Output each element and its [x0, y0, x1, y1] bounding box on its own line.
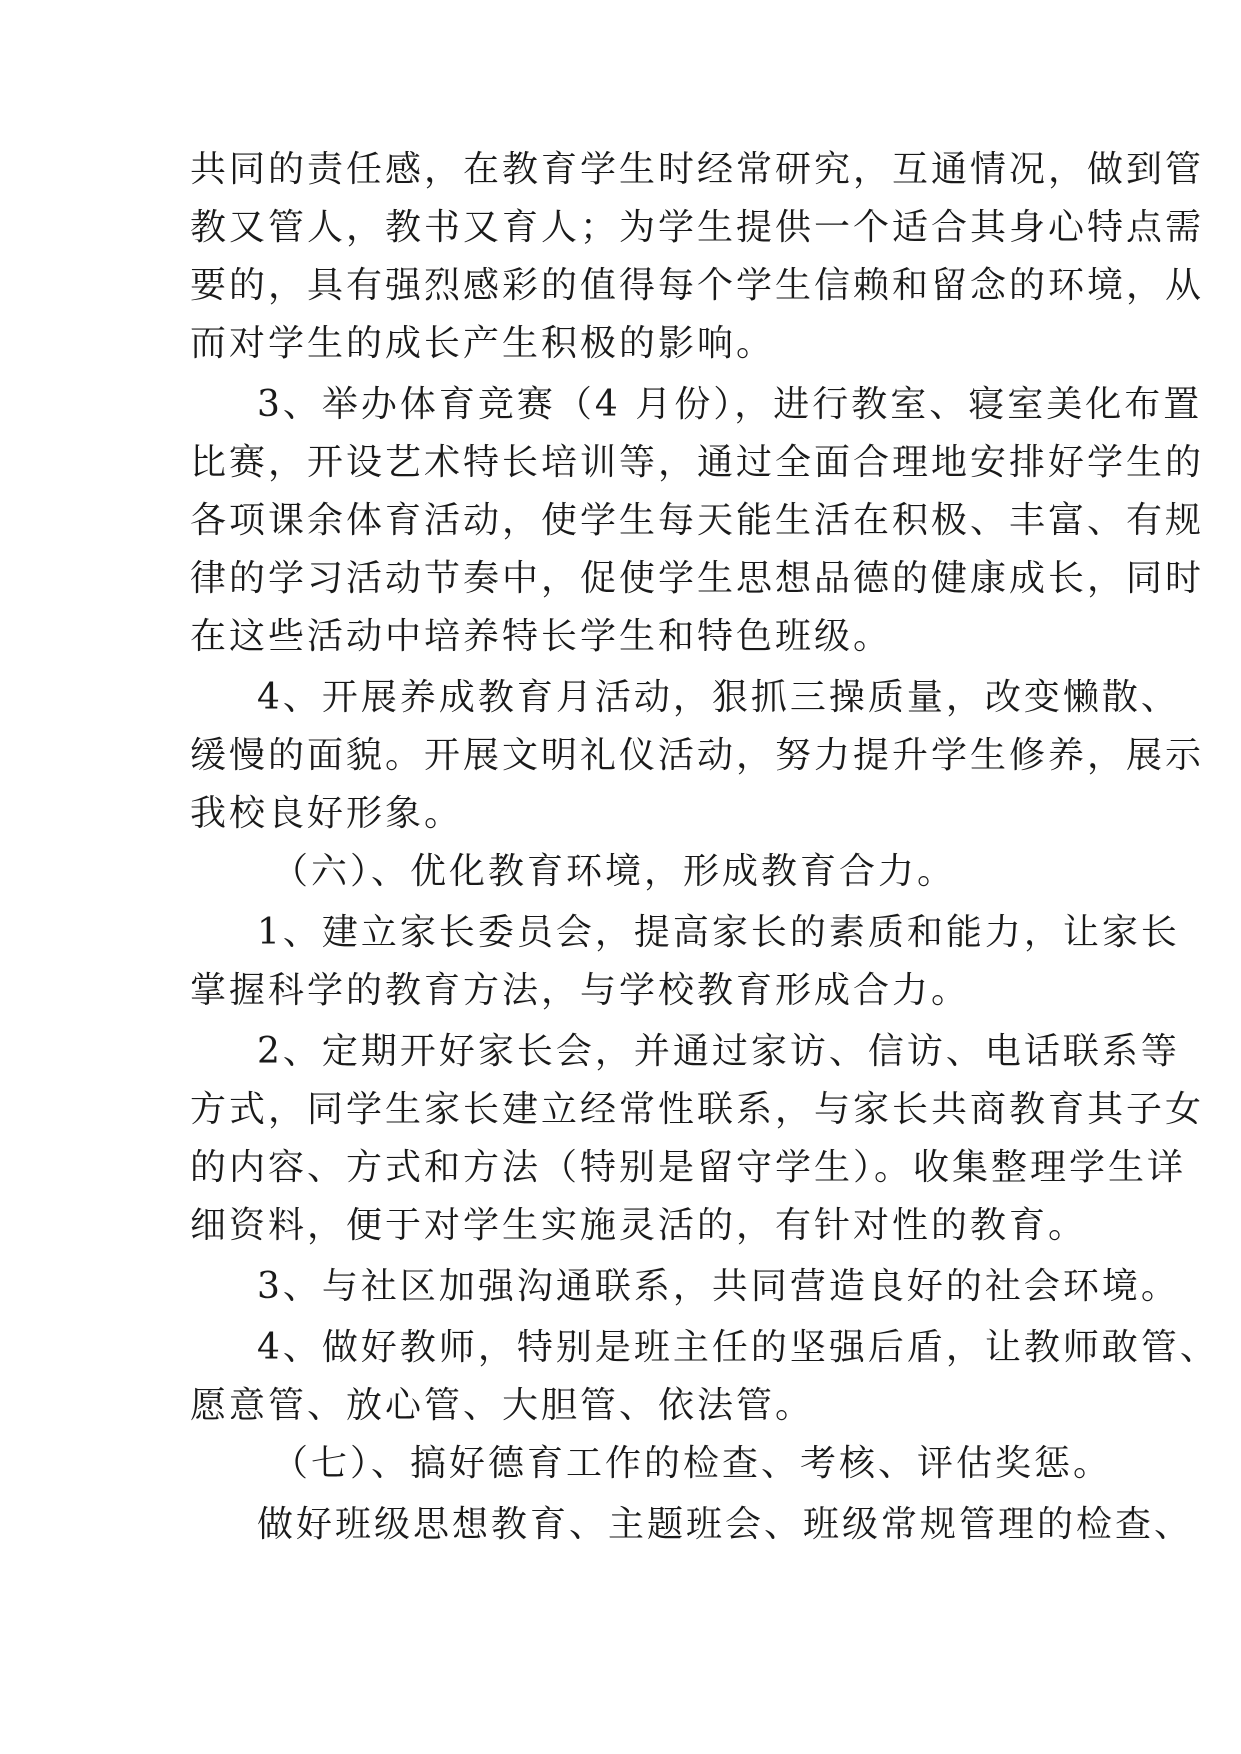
paragraph-line: 共同的责任感，在教育学生时经常研究，互通情况，做到管: [190, 149, 1205, 190]
section-heading: （七）、搞好德育工作的检查、考核、评估奖惩。: [272, 1443, 1113, 1484]
paragraph-line: 的内容、方式和方法（特别是留守学生）。收集整理学生详: [190, 1147, 1187, 1188]
paragraph-line: 我校良好形象。: [190, 793, 464, 834]
paragraph-line: 细资料，便于对学生实施灵活的，有针对性的教育。: [190, 1205, 1088, 1246]
paragraph-line: 律的学习活动节奏中，促使学生思想品德的健康成长，同时: [190, 558, 1205, 599]
paragraph-line: 4、开展养成教育月活动，狠抓三操质量，改变懒散、: [257, 677, 1180, 718]
paragraph-line: 而对学生的成长产生积极的影响。: [190, 323, 776, 364]
paragraph-line: 3、举办体育竞赛（4 月份），进行教室、寝室美化布置: [257, 384, 1203, 425]
paragraph-line: 教又管人，教书又育人；为学生提供一个适合其身心特点需: [190, 207, 1205, 248]
paragraph-line: 比赛，开设艺术特长培训等，通过全面合理地安排好学生的: [190, 442, 1205, 483]
paragraph-line: 1、建立家长委员会，提高家长的素质和能力，让家长: [257, 912, 1180, 953]
paragraph-line: 2、定期开好家长会，并通过家访、信访、电话联系等: [257, 1031, 1180, 1072]
paragraph-line: 做好班级思想教育、主题班会、班级常规管理的检查、: [257, 1504, 1194, 1545]
paragraph-line: 各项课余体育活动，使学生每天能生活在积极、丰富、有规: [190, 500, 1205, 541]
paragraph-line: 掌握科学的教育方法，与学校教育形成合力。: [190, 970, 971, 1011]
section-heading: （六）、优化教育环境，形成教育合力。: [272, 851, 957, 892]
paragraph-line: 在这些活动中培养特长学生和特色班级。: [190, 616, 893, 657]
paragraph-line: 3、与社区加强沟通联系，共同营造良好的社会环境。: [257, 1266, 1180, 1307]
paragraph-line: 方式，同学生家长建立经常性联系，与家长共商教育其子女: [190, 1089, 1205, 1130]
paragraph-line: 愿意管、放心管、大胆管、依法管。: [190, 1385, 815, 1426]
paragraph-line: 4、做好教师，特别是班主任的坚强后盾，让教师敢管、: [257, 1327, 1219, 1368]
paragraph-line: 缓慢的面貌。开展文明礼仪活动，努力提升学生修养，展示: [190, 735, 1205, 776]
paragraph-line: 要的，具有强烈感彩的值得每个学生信赖和留念的环境，从: [190, 265, 1205, 306]
